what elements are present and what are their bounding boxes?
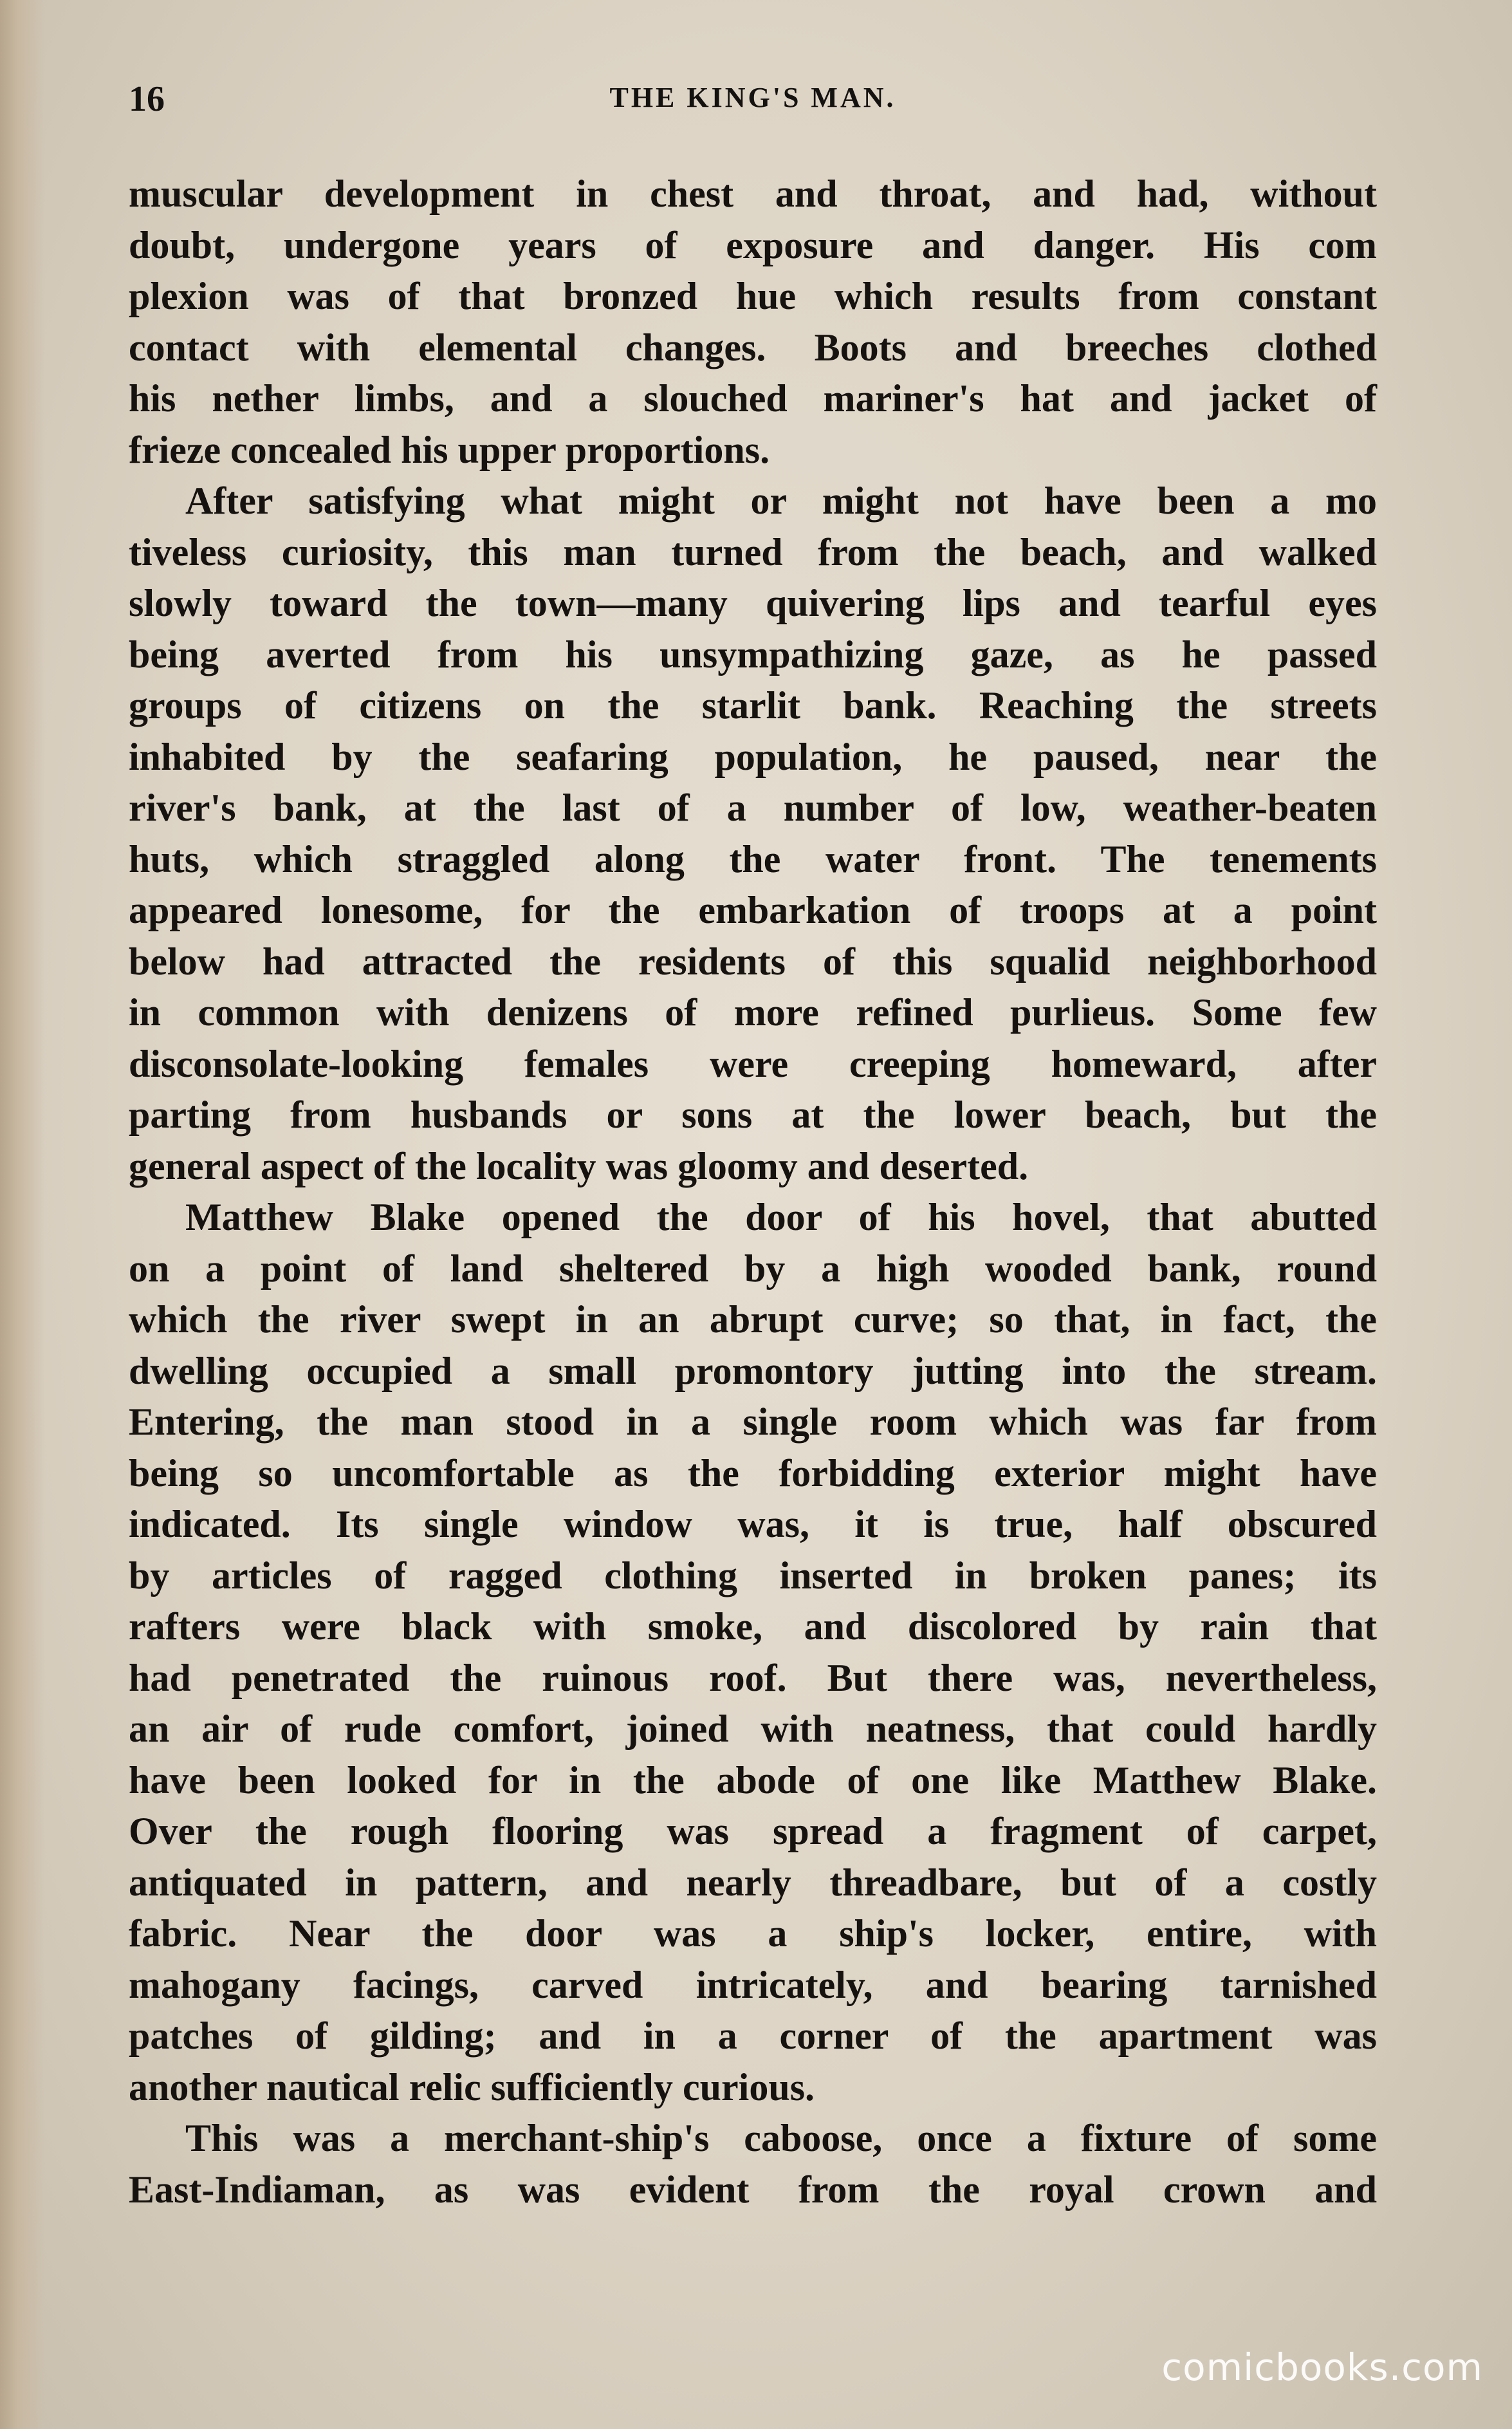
- text-line: being averted from his unsympathizing gaze, as he passed: [129, 633, 1377, 676]
- text-line: rafters were black with smoke, and discolored by rain that: [129, 1605, 1377, 1648]
- text-line: patches of gilding; and in a corner of the apartment was: [129, 2015, 1377, 2057]
- text-line: fabric. Near the door was a ship's locker, entire, with: [129, 1912, 1377, 1955]
- text-line: in common with denizens of more refined purlieus. Some few: [129, 991, 1377, 1034]
- text-line: have been looked for in the abode of one like Matthew Blake.: [129, 1758, 1377, 1801]
- text-line: Over the rough flooring was spread a fragment of carpet,: [129, 1810, 1377, 1852]
- text-line: dwelling occupied a small promontory jutting into the stream.: [129, 1349, 1377, 1392]
- text-line: antiquated in pattern, and nearly threadbare, but of a costly: [129, 1861, 1377, 1904]
- page-number: 16: [129, 79, 165, 119]
- text-line: East-Indiaman, as was evident from the royal crown and: [129, 2168, 1377, 2211]
- text-line: an air of rude comfort, joined with neatness, that could hardly: [129, 1708, 1377, 1750]
- text-line: huts, which straggled along the water front. The tenements: [129, 837, 1377, 880]
- text-line: tiveless curiosity, this man turned from the beach, and walked: [129, 530, 1377, 573]
- text-line: This was a merchant-ship's caboose, once a fixture of some: [185, 2117, 1377, 2159]
- text-line: which the river swept in an abrupt curve; so that, in fact, the: [129, 1298, 1377, 1341]
- text-line: mahogany facings, carved intricately, and bearing tarnished: [129, 1963, 1377, 2006]
- text-line: frieze concealed his upper proportions.: [129, 428, 770, 471]
- text-line: groups of citizens on the starlit bank. Reaching the streets: [129, 684, 1377, 727]
- text-line: contact with elemental changes. Boots and breeches clothed: [129, 326, 1377, 369]
- text-line: river's bank, at the last of a number of low, weather-beaten: [129, 786, 1377, 829]
- text-line: by articles of ragged clothing inserted in broken panes; its: [129, 1554, 1377, 1597]
- text-line: Matthew Blake opened the door of his hovel, that abutted: [185, 1196, 1377, 1238]
- text-line: appeared lonesome, for the embarkation of troops at a point: [129, 889, 1377, 931]
- text-line: parting from husbands or sons at the lower beach, but the: [129, 1094, 1377, 1136]
- text-line: indicated. Its single window was, it is true, half obscured: [129, 1503, 1377, 1545]
- text-line: disconsolate-looking females were creeping homeward, after: [129, 1042, 1377, 1085]
- page-header: [129, 79, 1377, 130]
- text-line: below had attracted the residents of this squalid neighborhood: [129, 940, 1377, 983]
- text-line: another nautical relic sufficiently curious.: [129, 2065, 815, 2108]
- running-head: THE KING'S MAN.: [609, 82, 896, 113]
- watermark: comicbooks.com: [1161, 2345, 1483, 2389]
- text-line: on a point of land sheltered by a high wooded bank, round: [129, 1247, 1377, 1290]
- text-line: After satisfying what might or might not have been a mo: [185, 479, 1377, 522]
- text-line: inhabited by the seafaring population, he paused, near the: [129, 735, 1377, 778]
- text-line: Entering, the man stood in a single room which was far from: [129, 1401, 1377, 1443]
- text-line: doubt, undergone years of exposure and danger. His com: [129, 223, 1377, 266]
- text-line: slowly toward the town—many quivering lips and tearful eyes: [129, 582, 1377, 624]
- text-line: being so uncomfortable as the forbidding exterior might have: [129, 1451, 1377, 1494]
- body-text: [129, 169, 1377, 2215]
- text-line: plexion was of that bronzed hue which results from constant: [129, 275, 1377, 317]
- binding-edge-shadow: [0, 0, 45, 2429]
- text-line: muscular development in chest and throat, and had, without: [129, 172, 1377, 215]
- text-line: general aspect of the locality was gloomy and deserted.: [129, 1144, 1029, 1187]
- text-line: his nether limbs, and a slouched mariner's hat and jacket of: [129, 377, 1377, 420]
- text-line: had penetrated the ruinous roof. But there was, nevertheless,: [129, 1656, 1377, 1699]
